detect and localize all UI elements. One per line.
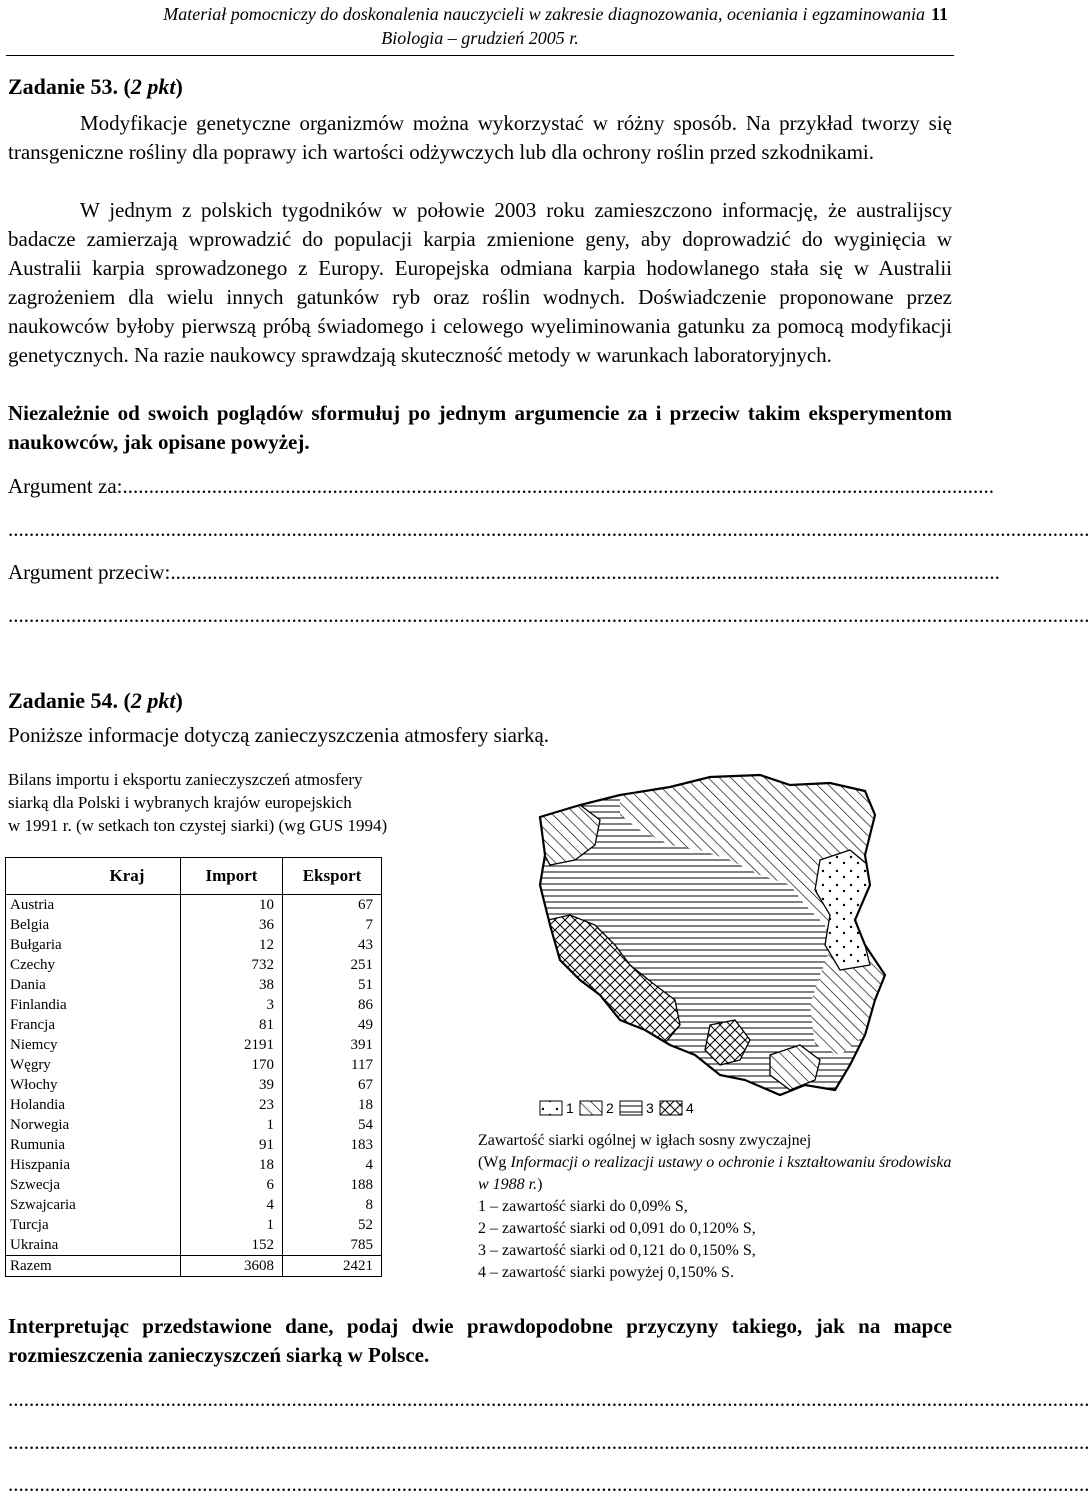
export-cell: 183 <box>283 1135 382 1155</box>
import-cell: 12 <box>181 935 283 955</box>
points-close: ) <box>175 688 183 713</box>
country-cell: Norwegia <box>6 1115 181 1135</box>
import-cell: 18 <box>181 1155 283 1175</box>
answer-line-2[interactable]: .............................................................................................................................................................................................................. <box>8 1430 1090 1454</box>
country-cell: Szwajcaria <box>6 1195 181 1215</box>
import-cell: 732 <box>181 955 283 975</box>
country-cell: Turcja <box>6 1215 181 1235</box>
sulfur-table <box>5 857 382 1277</box>
table-row <box>6 1115 382 1135</box>
task-53-paragraph-2: W jednym z polskich tygodników w połowie 2003 roku zamieszczono informację, że australijscy badacze zamierzają wprowadzić do populacji karpia zmienione geny, aby doprowadzić do wyginięcia w Australii karpia sprowadzonego z Europy. Europejska odmiana karpia hodowlanego stała się w Australii zagrożeniem dla wielu innych gatunków ryb oraz roślin wodnych. Doświadczenie proponowane przez naukowców byłoby pierwszą próbą świadomego i celowego wyeliminowania gatunku za pomocą modyfikacji genetycznych. Na razie naukowcy sprawdzają skuteczność metody w warunkach laboratoryjnych. <box>8 198 952 367</box>
export-cell: 188 <box>283 1175 382 1195</box>
argument-for-label: Argument za: <box>8 474 123 498</box>
table-row <box>6 935 382 955</box>
import-cell: 91 <box>181 1135 283 1155</box>
country-cell: Czechy <box>6 955 181 975</box>
table-header-country: Kraj <box>74 858 181 895</box>
task-54-instruction: Interpretując przedstawione dane, podaj dwie prawdopodobne przyczyny takiego, jak na mapce rozmieszczenia zanieczyszczeń siarką w Polsce. <box>8 1314 952 1367</box>
import-cell: 39 <box>181 1075 283 1095</box>
country-cell: Holandia <box>6 1095 181 1115</box>
sulfur-table-container <box>5 857 382 1277</box>
argument-against-line-2[interactable]: .............................................................................................................................................................................................................. <box>8 603 1090 627</box>
table-row <box>6 975 382 995</box>
export-cell: 785 <box>283 1235 382 1256</box>
legend-item-4: 4 – zawartość siarki powyżej 0,150% S. <box>478 1264 734 1281</box>
country-cell: Włochy <box>6 1075 181 1095</box>
import-cell: 38 <box>181 975 283 995</box>
argument-for-field[interactable]: Argument za:...................................................................................................................................................................... <box>8 474 994 498</box>
page-number: 11 <box>930 4 948 24</box>
table-row <box>6 1175 382 1195</box>
table-row <box>6 1135 382 1155</box>
header-line-2: Biologia – grudzień 2005 r. <box>381 28 579 48</box>
table-header-row <box>6 858 382 895</box>
table-row <box>6 915 382 935</box>
legend-label-3: 3 <box>646 1100 654 1116</box>
country-cell: Niemcy <box>6 1035 181 1055</box>
table-caption-line-2: siarką dla Polski i wybranych krajów europejskich <box>8 793 352 812</box>
total-import-cell: 3608 <box>181 1256 283 1277</box>
table-row <box>6 1235 382 1256</box>
import-cell: 23 <box>181 1095 283 1115</box>
import-cell: 2191 <box>181 1035 283 1055</box>
argument-for-line-2[interactable]: .............................................................................................................................................................................................................. <box>8 517 1090 541</box>
map-caption-title: Zawartość siarki ogólnej w igłach sosny zwyczajnej <box>478 1132 812 1149</box>
table-row <box>6 1095 382 1115</box>
task-53-label: Zadanie 53. <box>8 74 119 99</box>
source-title: Informacji o realizacji ustawy o ochronie i kształtowaniu środowiska w 1988 r. <box>478 1154 952 1193</box>
legend-swatch-1 <box>540 1101 562 1115</box>
export-cell: 67 <box>283 1075 382 1095</box>
source-open: (Wg <box>478 1154 511 1171</box>
legend-item-2: 2 – zawartość siarki od 0,091 do 0,120% S, <box>478 1220 756 1237</box>
country-cell: Francja <box>6 1015 181 1035</box>
import-cell: 81 <box>181 1015 283 1035</box>
import-cell: 152 <box>181 1235 283 1256</box>
table-header-empty <box>6 858 75 895</box>
map-caption <box>478 1130 953 1284</box>
points-open: ( <box>123 688 131 713</box>
table-row <box>6 1015 382 1035</box>
country-cell: Szwecja <box>6 1175 181 1195</box>
map-legend <box>540 1100 694 1116</box>
table-row <box>6 1035 382 1055</box>
country-cell: Finlandia <box>6 995 181 1015</box>
table-row <box>6 955 382 975</box>
task-53-instruction: Niezależnie od swoich poglądów sformułuj po jednym argumencie za i przeciw takim eksperymentom naukowców, jak opisane powyżej. <box>8 401 952 454</box>
table-caption <box>8 768 387 837</box>
country-cell: Węgry <box>6 1055 181 1075</box>
total-label-cell: Razem <box>6 1256 181 1277</box>
country-cell: Hiszpania <box>6 1155 181 1175</box>
table-row <box>6 1055 382 1075</box>
argument-against-field[interactable]: Argument przeciw:.............................................................................................................................................................. <box>8 560 1000 584</box>
export-cell: 8 <box>283 1195 382 1215</box>
task-54-label: Zadanie 54. <box>8 688 119 713</box>
export-cell: 51 <box>283 975 382 995</box>
export-cell: 117 <box>283 1055 382 1075</box>
task-53-title <box>8 74 183 100</box>
country-cell: Ukraina <box>6 1235 181 1256</box>
running-header <box>0 2 948 26</box>
legend-label-2: 2 <box>606 1100 614 1116</box>
import-cell: 4 <box>181 1195 283 1215</box>
answer-line-3[interactable]: .............................................................................................................................................................................................................. <box>8 1472 1090 1496</box>
argument-against-label: Argument przeciw: <box>8 560 171 584</box>
poland-sulfur-map <box>470 755 960 1130</box>
table-row <box>6 1195 382 1215</box>
table-row <box>6 1215 382 1235</box>
import-cell: 170 <box>181 1055 283 1075</box>
import-cell: 36 <box>181 915 283 935</box>
table-row <box>6 895 382 916</box>
points-open: ( <box>123 74 131 99</box>
answer-line-1[interactable]: .............................................................................................................................................................................................................. <box>8 1387 1090 1411</box>
table-row <box>6 1075 382 1095</box>
import-cell: 1 <box>181 1215 283 1235</box>
country-cell: Bułgaria <box>6 935 181 955</box>
export-cell: 18 <box>283 1095 382 1115</box>
export-cell: 43 <box>283 935 382 955</box>
export-cell: 391 <box>283 1035 382 1055</box>
header-line-1: Materiał pomocniczy do doskonalenia nauczycieli w zakresie diagnozowania, oceniania i egzaminowania <box>163 4 925 24</box>
country-cell: Belgia <box>6 915 181 935</box>
map-regions <box>540 775 885 1095</box>
export-cell: 4 <box>283 1155 382 1175</box>
table-header-export: Eksport <box>283 858 382 895</box>
task-53-paragraph-1: Modyfikacje genetyczne organizmów można wykorzystać w różny sposób. Na przykład tworzy się transgeniczne rośliny dla poprawy ich wartości odżywczych lub dla ochrony roślin przed szkodnikami. <box>8 111 952 164</box>
import-cell: 3 <box>181 995 283 1015</box>
export-cell: 7 <box>283 915 382 935</box>
table-row <box>6 1155 382 1175</box>
table-total-row <box>6 1256 382 1277</box>
task-54-points: 2 pkt <box>130 688 176 713</box>
legend-label-4: 4 <box>686 1100 694 1116</box>
task-54-title <box>8 688 183 714</box>
legend-item-1: 1 – zawartość siarki do 0,09% S, <box>478 1198 688 1215</box>
table-caption-line-1: Bilans importu i eksportu zanieczyszczeń atmosfery <box>8 770 363 789</box>
country-cell: Austria <box>6 895 181 916</box>
legend-swatch-2 <box>580 1101 602 1115</box>
table-row <box>6 995 382 1015</box>
total-export-cell: 2421 <box>283 1256 382 1277</box>
legend-item-3: 3 – zawartość siarki od 0,121 do 0,150% S, <box>478 1242 756 1259</box>
points-close: ) <box>175 74 183 99</box>
source-close: ) <box>537 1176 543 1193</box>
country-cell: Dania <box>6 975 181 995</box>
legend-swatch-3 <box>620 1101 642 1115</box>
export-cell: 49 <box>283 1015 382 1035</box>
table-caption-line-3: w 1991 r. (w setkach ton czystej siarki) (wg GUS 1994) <box>8 816 388 835</box>
task-53-points: 2 pkt <box>130 74 176 99</box>
export-cell: 67 <box>283 895 382 916</box>
task-54-intro: Poniższe informacje dotyczą zanieczyszczenia atmosfery siarką. <box>8 723 550 747</box>
export-cell: 54 <box>283 1115 382 1135</box>
legend-label-1: 1 <box>566 1100 574 1116</box>
export-cell: 251 <box>283 955 382 975</box>
export-cell: 86 <box>283 995 382 1015</box>
import-cell: 6 <box>181 1175 283 1195</box>
export-cell: 52 <box>283 1215 382 1235</box>
import-cell: 10 <box>181 895 283 916</box>
import-cell: 1 <box>181 1115 283 1135</box>
country-cell: Rumunia <box>6 1135 181 1155</box>
header-divider <box>6 55 954 56</box>
table-body <box>6 895 382 1277</box>
map-source <box>478 1152 953 1196</box>
legend-swatch-4 <box>660 1101 682 1115</box>
table-header-import: Import <box>181 858 283 895</box>
